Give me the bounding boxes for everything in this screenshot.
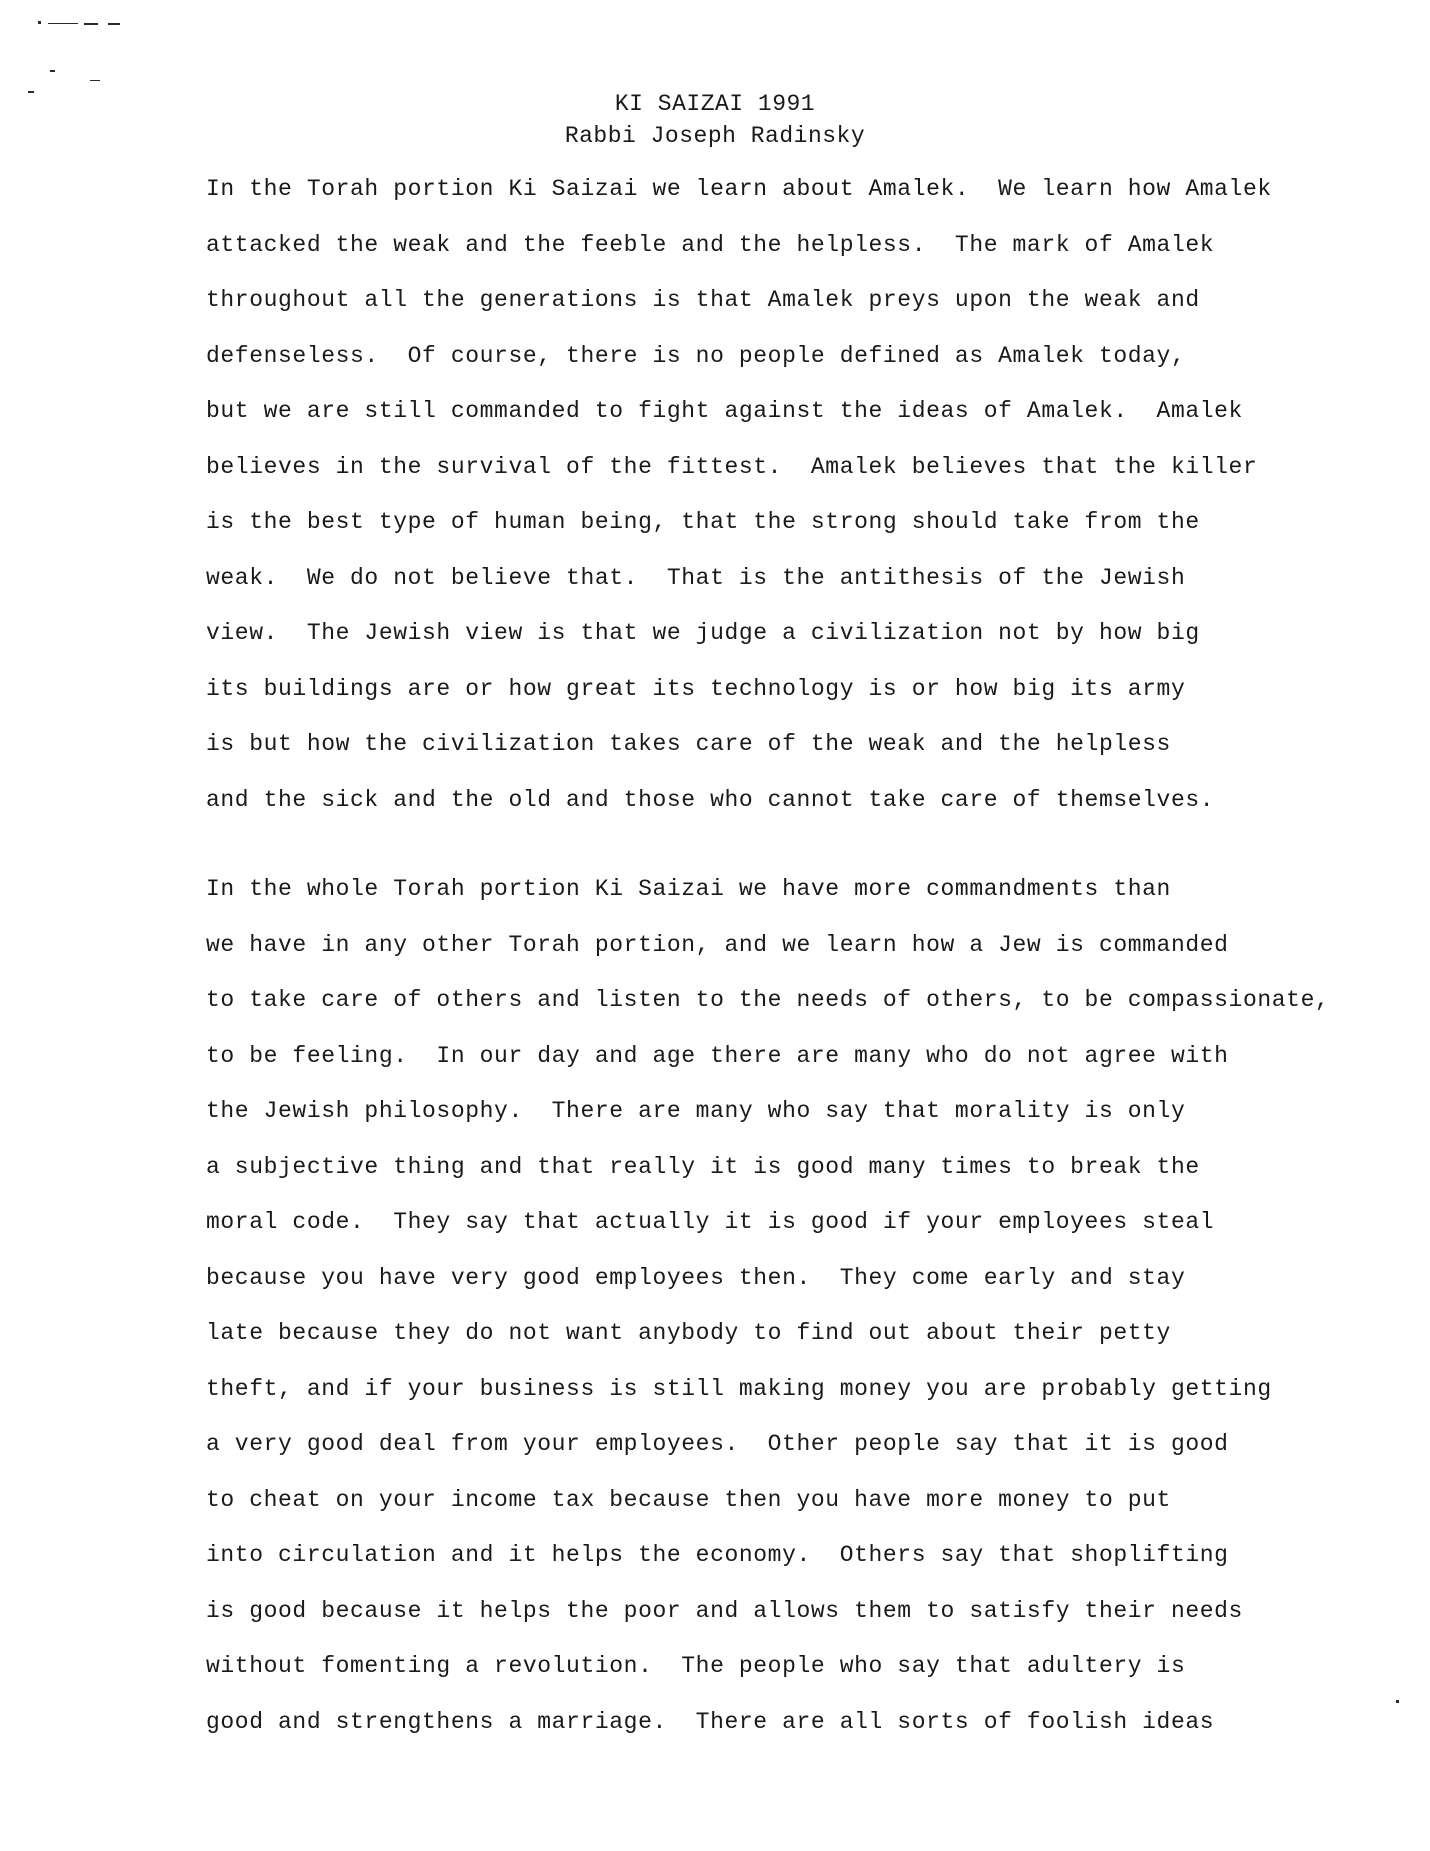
text-line: believes in the survival of the fittest. Amalek believes that the killer <box>206 453 1258 480</box>
text-line: In the Torah portion Ki Saizai we learn about Amalek. We learn how Amalek <box>206 176 1272 202</box>
text-line: and the sick and the old and those who cannot take care of themselves. <box>206 786 1215 813</box>
document-author: Rabbi Joseph Radinsky <box>564 123 866 149</box>
text-line: In the whole Torah portion Ki Saizai we have more commandments than <box>206 876 1171 902</box>
text-line: because you have very good employees then. They come early and stay <box>206 1264 1186 1291</box>
text-line: throughout all the generations is that Amalek preys upon the weak and <box>206 287 1200 313</box>
text-line: we have in any other Torah portion, and we learn how a Jew is commanded <box>206 931 1229 958</box>
text-line: moral code. They say that actually it is good if your employees steal <box>206 1209 1215 1235</box>
text-line: view. The Jewish view is that we judge a civilization not by how big <box>206 620 1200 646</box>
text-line: theft, and if your business is still making money you are probably getting <box>206 1375 1272 1402</box>
text-line: a subjective thing and that really it is good many times to break the <box>206 1153 1200 1180</box>
paragraph-2 <box>206 862 1329 1750</box>
text-line: to take care of others and listen to the needs of others, to be compassionate, <box>206 987 1330 1013</box>
text-line: to be feeling. In our day and age there are many who do not agree with <box>206 1042 1229 1069</box>
scan-artifact-mark <box>48 23 78 24</box>
document-title: KI SAIZAI 1991 <box>614 91 816 117</box>
text-line: but we are still commanded to fight against the ideas of Amalek. Amalek <box>206 398 1243 424</box>
text-line: is the best type of human being, that the strong should take from the <box>206 509 1200 535</box>
document-header <box>0 88 1430 152</box>
text-line: is but how the civilization takes care of the weak and the helpless <box>206 731 1171 757</box>
text-line: weak. We do not believe that. That is the antithesis of the Jewish <box>206 564 1186 591</box>
scan-artifact-mark <box>1396 1700 1399 1703</box>
text-line: the Jewish philosophy. There are many who say that morality is only <box>206 1098 1186 1124</box>
scan-artifact-mark <box>50 70 55 72</box>
text-line: is good because it helps the poor and allows them to satisfy their needs <box>206 1597 1243 1624</box>
text-line: late because they do not want anybody to find out about their petty <box>206 1320 1171 1346</box>
scan-artifact-mark <box>84 23 98 25</box>
scan-artifact-mark <box>108 23 120 25</box>
text-line: to cheat on your income tax because then you have more money to put <box>206 1486 1171 1513</box>
text-line: into circulation and it helps the economy. Others say that shoplifting <box>206 1542 1229 1568</box>
scan-artifact-mark <box>90 80 100 81</box>
scan-artifact-mark <box>38 21 41 24</box>
text-line: attacked the weak and the feeble and the helpless. The mark of Amalek <box>206 231 1215 258</box>
text-line: defenseless. Of course, there is no people defined as Amalek today, <box>206 342 1186 369</box>
paragraph-1 <box>206 162 1272 828</box>
text-line: a very good deal from your employees. Other people say that it is good <box>206 1431 1229 1457</box>
text-line: its buildings are or how great its technology is or how big its army <box>206 675 1186 702</box>
text-line: good and strengthens a marriage. There are all sorts of foolish ideas <box>206 1708 1215 1735</box>
text-line: without fomenting a revolution. The people who say that adultery is <box>206 1653 1186 1679</box>
